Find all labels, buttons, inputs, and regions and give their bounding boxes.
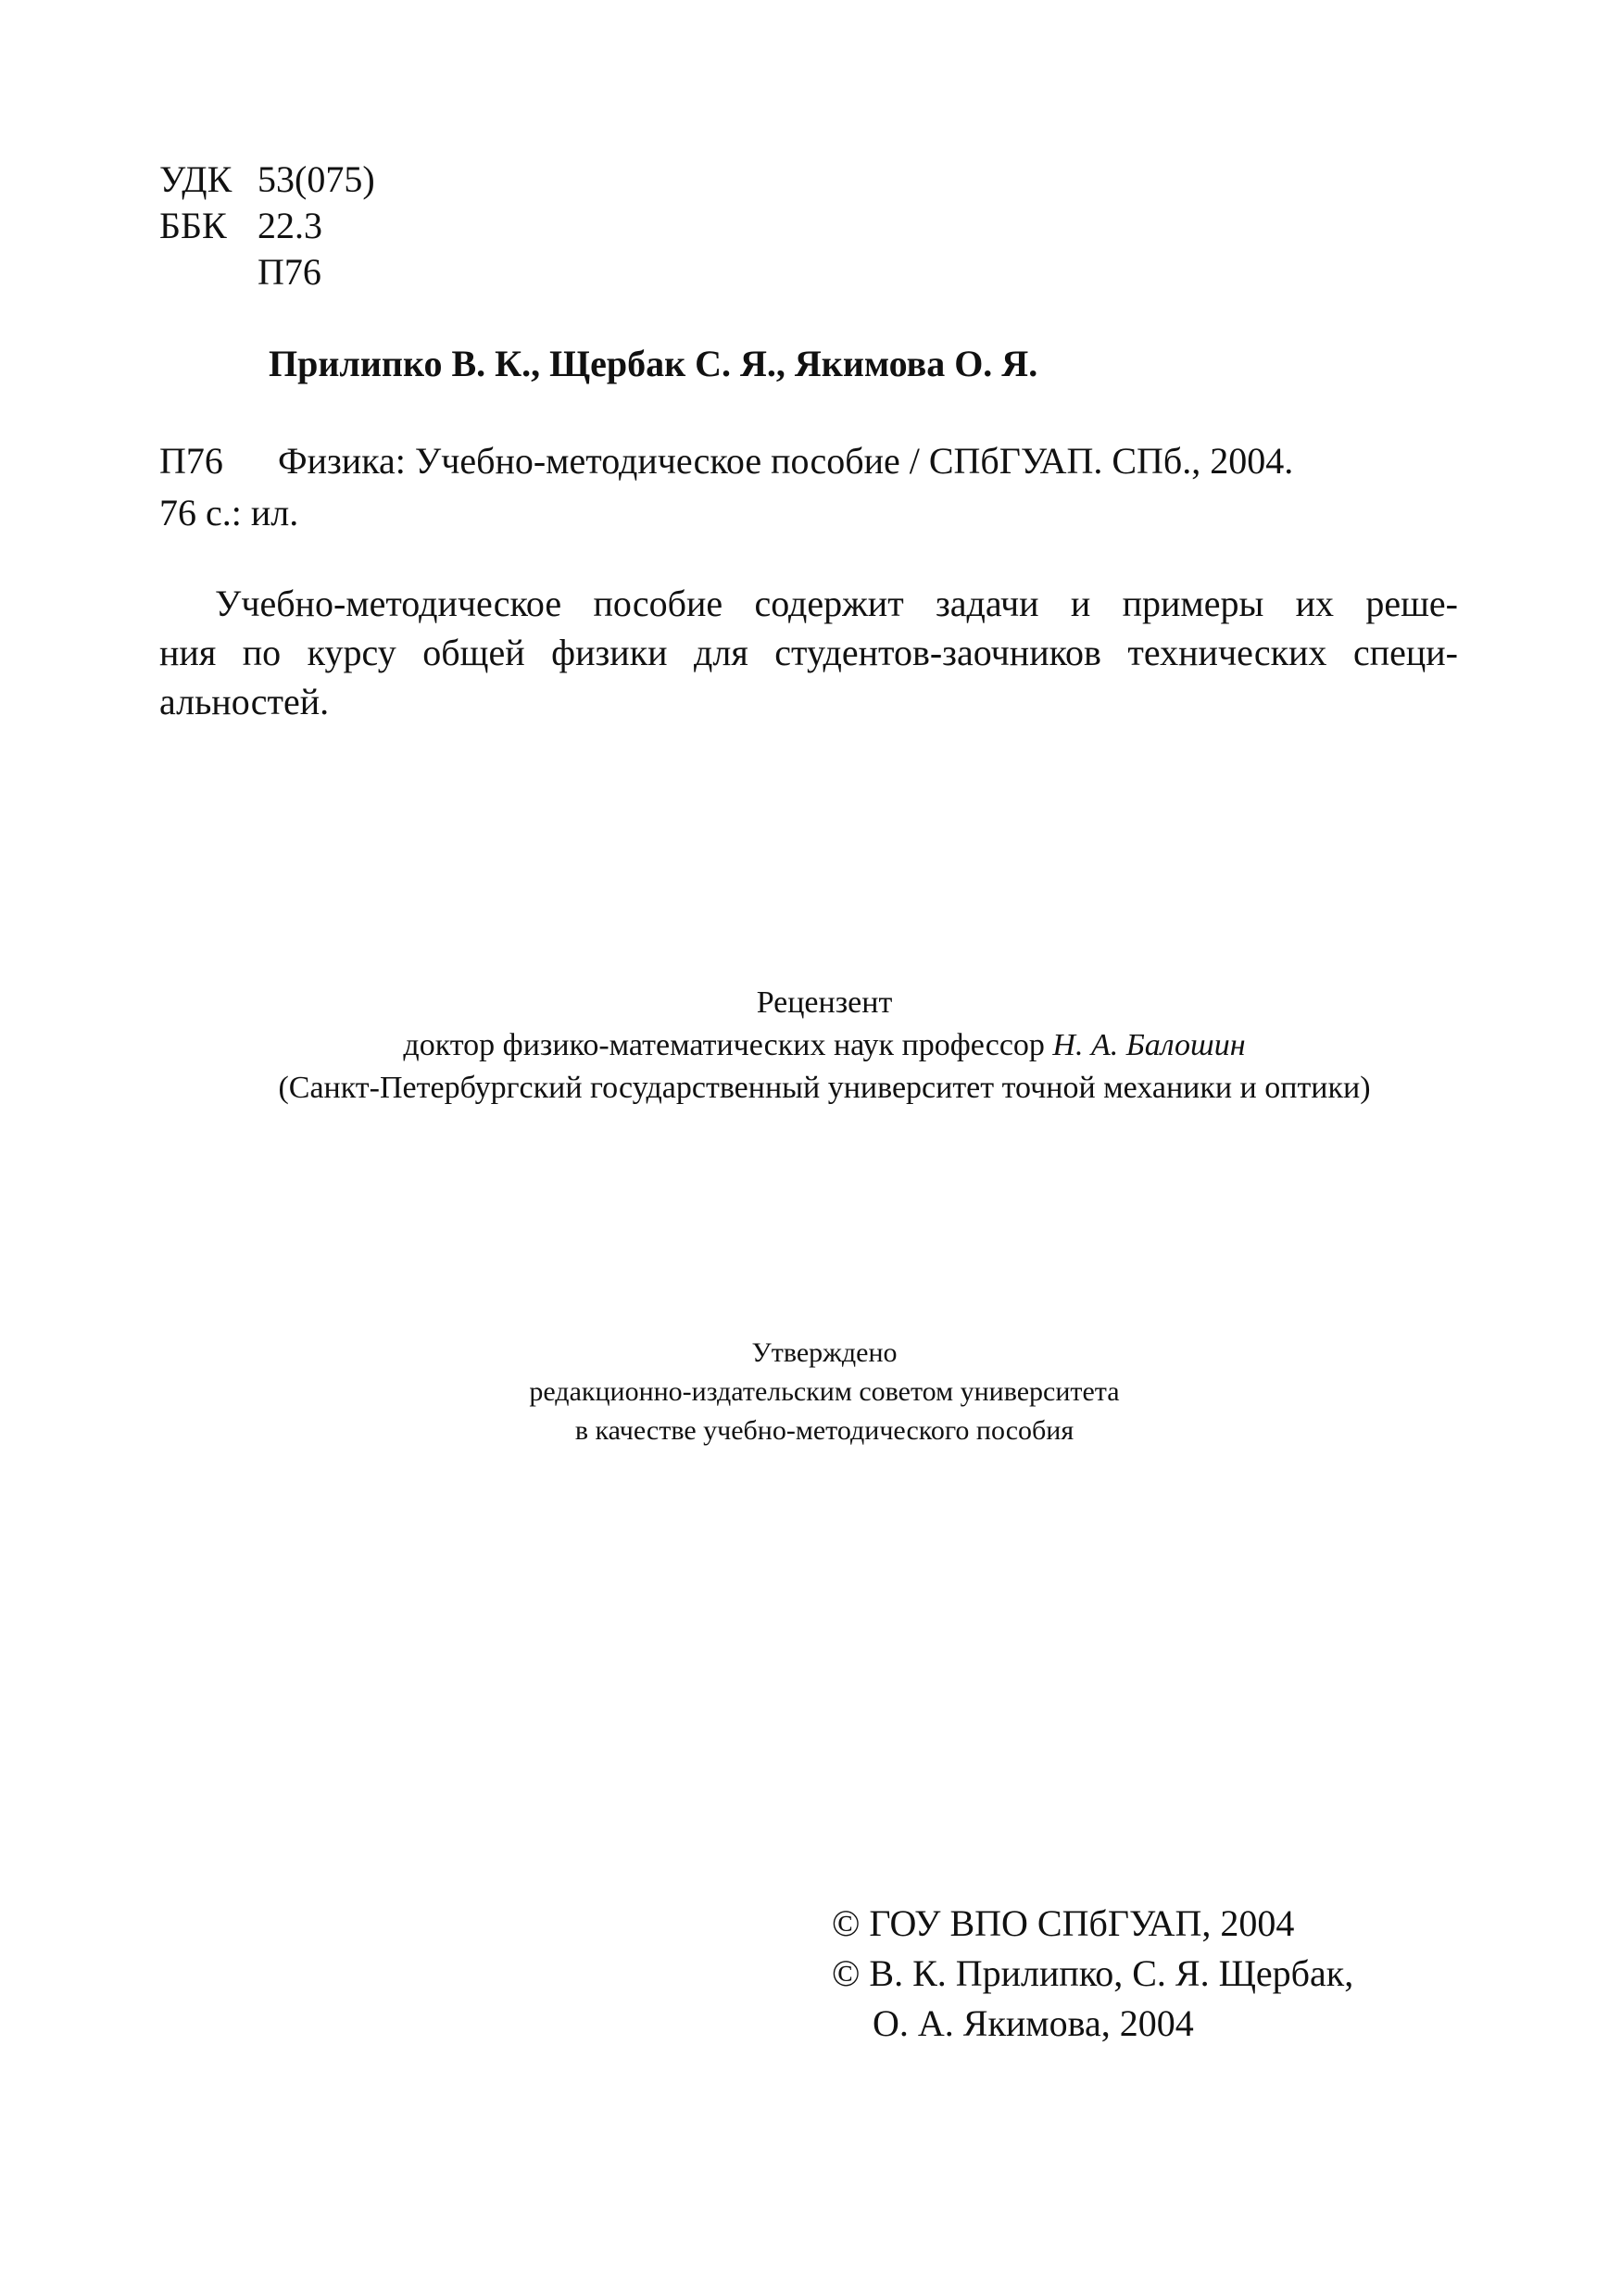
approval-line: в качестве учебно-методического пособия <box>574 1415 1074 1446</box>
bbk-line <box>159 204 322 248</box>
bbk-label: ББК <box>159 205 227 246</box>
bbk-value: 22.3 <box>258 205 322 246</box>
approval-line: Утверждено <box>751 1337 898 1368</box>
copyright-line: О. А. Якимова, 2004 <box>873 2002 1194 2044</box>
annotation-line: ния по курсу общей физики для студентов-заочников технических специ- <box>159 632 1458 673</box>
bibliographic-pages: 76 с.: ил. <box>159 492 299 533</box>
reviewer-credentials-line <box>185 1024 1464 1067</box>
reviewer-affiliation: (Санкт-Петербургский государственный университет точной механики и оптики) <box>278 1071 1371 1105</box>
bibliographic-description <box>159 435 1456 539</box>
reviewer-credentials: доктор физико-математических наук профессор <box>403 1028 1045 1062</box>
annotation-line: альностей. <box>159 681 330 722</box>
reviewer-name: Н. А. Балошин <box>1052 1028 1246 1062</box>
approval-line: редакционно-издательским советом университета <box>529 1376 1120 1407</box>
udk-line <box>159 157 375 202</box>
bibliographic-first-line <box>159 435 1456 487</box>
reviewer-heading: Рецензент <box>756 985 893 1020</box>
copyright-line: © ГОУ ВПО СПбГУАП, 2004 <box>832 1902 1295 1944</box>
author-sign: П76 <box>258 251 321 293</box>
authors-heading: Прилипко В. К., Щербак С. Я., Якимова О. Я. <box>269 343 1038 384</box>
copyright-line: © В. К. Прилипко, С. Я. Щербак, <box>832 1952 1354 1994</box>
annotation-line: Учебно-методическое пособие содержит задачи и примеры их реше- <box>215 583 1458 624</box>
bibliographic-text: Физика: Учебно-методическое пособие / СПбГУАП. СПб., 2004. <box>278 440 1294 482</box>
annotation <box>159 579 1458 726</box>
udk-label: УДК <box>159 158 232 200</box>
udk-value: 53(075) <box>258 158 375 200</box>
bibliographic-code: П76 <box>159 440 223 482</box>
